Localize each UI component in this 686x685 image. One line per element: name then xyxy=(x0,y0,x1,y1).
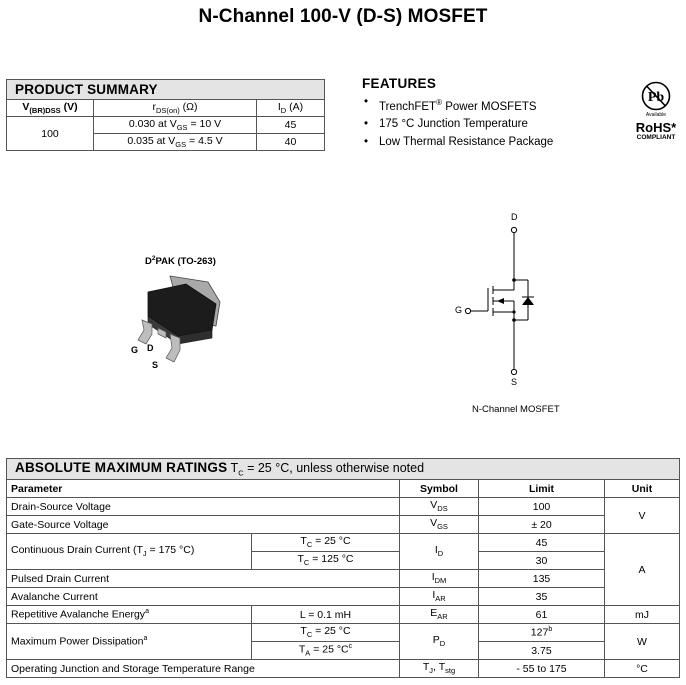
col-header-symbol: Symbol xyxy=(400,480,479,498)
param-cell: Pulsed Drain Current xyxy=(7,570,400,588)
col-header-rdson: $r_{DS(on)}$ (Ω) xyxy=(94,100,257,117)
rohs-compliant: COMPLIANT xyxy=(636,134,676,141)
list-item: • TrenchFET® Power MOSFETS xyxy=(362,94,612,116)
unit-cell: W xyxy=(605,624,680,660)
product-summary-heading: PRODUCT SUMMARY xyxy=(7,80,325,100)
pb-free-icon xyxy=(640,80,672,112)
limit-cell: 45 xyxy=(479,534,605,552)
condition-cell: $T_A = 25$ $^\circ C^c$ xyxy=(252,642,400,660)
symbol-cell: $E_{AR}$ xyxy=(400,606,479,624)
limit-cell: 100 xyxy=(479,498,605,516)
vbrdss-value: 100 xyxy=(7,117,94,151)
limit-cell: 135 xyxy=(479,570,605,588)
col-header-parameter: Parameter xyxy=(7,480,400,498)
table-header-row xyxy=(7,480,680,498)
symbol-cell: $I_{AR}$ xyxy=(400,588,479,606)
param-cell: Continuous Drain Current ($T_J = 175$ °C) xyxy=(7,534,252,570)
list-item: • Low Thermal Resistance Package xyxy=(362,134,612,152)
table-row xyxy=(7,516,680,534)
n-channel-mosfet-symbol xyxy=(450,208,550,393)
rohs-label: RoHS* xyxy=(635,120,677,135)
col-header-unit: Unit xyxy=(605,480,680,498)
pin-label-g: G xyxy=(131,345,139,355)
symbol-cell: $V_{GS}$ xyxy=(400,516,479,534)
features-section xyxy=(362,76,612,151)
symbol-pin-s: S xyxy=(511,377,518,387)
limit-cell: - 55 to 175 xyxy=(479,660,605,678)
table-row xyxy=(7,117,325,134)
features-heading: FEATURES xyxy=(362,76,437,91)
rdson-value: 0.030 at $V_{GS} = 10$ V xyxy=(94,117,257,134)
condition-cell: L = 0.1 mH xyxy=(252,606,400,624)
symbol-pin-d: D xyxy=(511,212,518,222)
package-title: $D^2PAK$ (TO-263) xyxy=(145,255,216,268)
table-row xyxy=(7,570,680,588)
product-summary-table xyxy=(6,79,325,151)
unit-cell: °C xyxy=(605,660,680,678)
page-title: N-Channel 100-V (D-S) MOSFET xyxy=(198,6,488,27)
condition-cell: $T_C = 25$ °C xyxy=(252,534,400,552)
limit-cell: 127$^b$ xyxy=(479,624,605,642)
svg-text:Pb: Pb xyxy=(647,90,665,105)
symbol-cell: $I_D$ xyxy=(400,534,479,570)
symbol-caption: N-Channel MOSFET xyxy=(472,404,560,415)
pin-label-d: D xyxy=(147,343,154,353)
condition-cell: $T_C = 25$ °C xyxy=(252,624,400,642)
rohs-available: Available xyxy=(645,112,667,118)
features-list xyxy=(362,94,612,151)
unit-cell: V xyxy=(605,498,680,534)
param-cell: Drain-Source Voltage xyxy=(7,498,400,516)
limit-cell: 61 xyxy=(479,606,605,624)
table-row xyxy=(7,624,680,642)
amr-heading: ABSOLUTE MAXIMUM RATINGS $T_C = 25$ °C, unless otherwise noted xyxy=(7,459,680,480)
id-value: 45 xyxy=(257,117,325,134)
symbol-cell: $V_{DS}$ xyxy=(400,498,479,516)
table-row xyxy=(7,534,680,552)
col-header-id: $I_D$ (A) xyxy=(257,100,325,117)
rdson-value: 0.035 at $V_{GS} = 4.5$ V xyxy=(94,134,257,151)
table-row xyxy=(7,498,680,516)
list-item: • 175 °C Junction Temperature xyxy=(362,116,612,134)
symbol-cell: $I_{DM}$ xyxy=(400,570,479,588)
id-value: 40 xyxy=(257,134,325,151)
d2pak-package-icon xyxy=(126,270,236,375)
limit-cell: 30 xyxy=(479,552,605,570)
col-header-vbrdss: $V_{(BR)DSS}$ (V) xyxy=(7,100,94,117)
col-header-limit: Limit xyxy=(479,480,605,498)
pin-label-s: S xyxy=(152,360,159,370)
table-row xyxy=(7,660,680,678)
limit-cell: 3.75 xyxy=(479,642,605,660)
unit-cell: mJ xyxy=(605,606,680,624)
limit-cell: 35 xyxy=(479,588,605,606)
symbol-cell: $T_J$, $T_{stg}$ xyxy=(400,660,479,678)
condition-cell: $T_C = 125$ °C xyxy=(252,552,400,570)
rohs-badge xyxy=(626,80,686,141)
param-cell: Gate-Source Voltage xyxy=(7,516,400,534)
param-cell: Maximum Power Dissipation$^a$ xyxy=(7,624,252,660)
table-row xyxy=(7,588,680,606)
param-cell: Avalanche Current xyxy=(7,588,400,606)
limit-cell: ± 20 xyxy=(479,516,605,534)
table-row xyxy=(7,606,680,624)
param-cell: Repetitive Avalanche Energy$^a$ xyxy=(7,606,252,624)
symbol-cell: $P_D$ xyxy=(400,624,479,660)
absolute-maximum-ratings-table xyxy=(6,458,680,678)
unit-cell: A xyxy=(605,534,680,606)
symbol-pin-g: G xyxy=(455,305,463,315)
param-cell: Operating Junction and Storage Temperature Range xyxy=(7,660,400,678)
